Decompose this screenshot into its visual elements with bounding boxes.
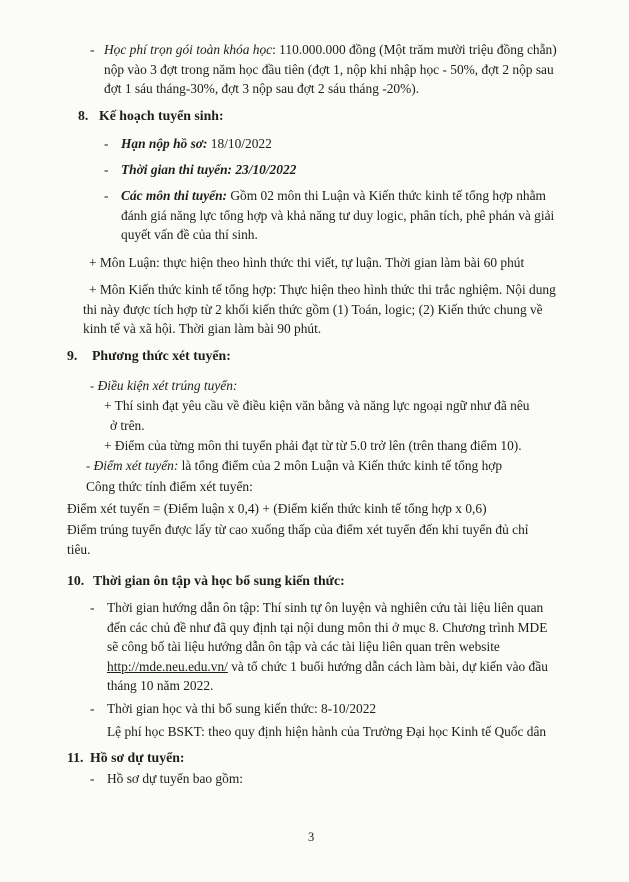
review-text: và tổ chức 1 buổi hướng dẫn cách làm bài, dự kiến vào đầu xyxy=(227,658,548,674)
section-10-title: Thời gian ôn tập và học bổ sung kiến thức: xyxy=(93,573,345,588)
subjects-paragraph xyxy=(121,186,591,245)
website-link[interactable]: http://mde.neu.edu.vn/ xyxy=(107,658,228,674)
condition-label: Điều kiện xét trúng tuyển xyxy=(97,378,233,393)
section-11-title: Hồ sơ dự tuyển: xyxy=(90,750,185,765)
tuition-line: đợt 1 sáu tháng-30%, đợt 3 nộp sau đợt 2 sáu tháng -20%). xyxy=(104,81,420,96)
essay-subject: + Môn Luận: thực hiện theo hình thức thi viết, tự luận. Thời gian làm bài 60 phút xyxy=(89,255,525,270)
condition-1 xyxy=(104,396,584,435)
section-10-number: 10. xyxy=(67,573,85,588)
tuition-line: nộp vào 3 đợt trong năm học đầu tiên (đợt 1, nộp khi nhập học - 50%, đợt 2 nộp sau xyxy=(104,61,554,77)
tuition-label: Học phí trọn gói toàn khóa học xyxy=(104,42,273,57)
review-line: sẽ công bố tài liệu hướng dẫn ôn tập và các tài liệu liên quan trên website xyxy=(107,639,500,654)
bullet-dash: - xyxy=(90,701,95,716)
subjects-line: quyết vấn đề của thí sinh. xyxy=(121,227,258,242)
subjects-text: Gồm 02 môn thi Luận và Kiến thức kinh tế tổng hợp nhằm xyxy=(227,188,546,203)
deadline-label: Hạn nộp hồ sơ: xyxy=(121,136,208,151)
bullet-dash: - xyxy=(104,188,109,203)
condition-2: + Điểm của từng môn thi tuyển phải đạt từ từ 5.0 trở lên (trên thang điểm 10). xyxy=(104,438,522,453)
bullet-dash: - xyxy=(90,600,95,615)
review-line: đến các chủ đề như đã quy định tại nội dung môn thi ở mục 8. Chương trình MDE xyxy=(107,619,548,635)
page-number: 3 xyxy=(308,830,315,844)
section-9-title: Phương thức xét tuyển: xyxy=(92,348,231,363)
ranking-paragraph xyxy=(67,520,587,559)
tuition-paragraph xyxy=(104,40,604,99)
condition-line: ở trên. xyxy=(110,417,145,433)
bullet-dash: - xyxy=(86,459,91,473)
review-line: tháng 10 năm 2022. xyxy=(107,678,214,693)
subjects-line: đánh giá năng lực tổng hợp và khả năng tư duy logic, phân tích, phê phán và giải xyxy=(121,207,555,223)
application-item: Hồ sơ dự tuyển bao gồm: xyxy=(107,771,243,786)
econ-line: thi này được tích hợp từ 2 khối kiến thức gồm (1) Toán, logic; (2) Kiến thức chung về xyxy=(83,301,543,317)
supplementary-fee: Lệ phí học BSKT: theo quy định hiện hành của Trường Đại học Kinh tế Quốc dân xyxy=(107,724,547,739)
score-label: Điểm xét tuyển: xyxy=(93,458,179,473)
review-paragraph xyxy=(107,598,587,696)
section-8-title: Kế hoạch tuyển sinh: xyxy=(99,108,224,123)
bullet-dash: - xyxy=(90,771,95,786)
condition-heading: - Điều kiện xét trúng tuyển: xyxy=(90,378,238,393)
ranking-line: Điểm trúng tuyển được lấy từ cao xuống thấp của điểm xét tuyển đến khi tuyển đủ chỉ xyxy=(67,522,529,537)
supplementary-time: Thời gian học và thi bổ sung kiến thức: 8-10/2022 xyxy=(107,701,377,716)
formula-label: Công thức tính điểm xét tuyển: xyxy=(86,479,253,494)
bullet-dash: - xyxy=(90,379,95,393)
score-definition xyxy=(86,456,502,477)
bullet-dash: - xyxy=(90,42,95,57)
section-8-number: 8. xyxy=(78,108,89,123)
econ-line: + Môn Kiến thức kinh tế tổng hợp: Thực hiện theo hình thức thi trắc nghiệm. Nội dung xyxy=(89,282,556,297)
deadline-item xyxy=(121,134,272,154)
section-11-number: 11. xyxy=(67,750,84,765)
deadline-value: 18/10/2022 xyxy=(207,136,272,151)
subjects-label: Các môn thi tuyển: xyxy=(121,188,228,203)
econ-line: kinh tế và xã hội. Thời gian làm bài 90 phút. xyxy=(83,321,322,336)
ranking-line: tiêu. xyxy=(67,541,91,557)
condition-line: + Thí sinh đạt yêu cầu về điều kiện văn bằng và năng lực ngoại ngữ như đã nêu xyxy=(104,398,530,413)
review-line: Thời gian hướng dẫn ôn tập: Thí sinh tự ôn luyện và nghiên cứu tài liệu liên quan xyxy=(107,600,544,615)
formula: Điểm xét tuyển = (Điểm luận x 0,4) + (Điểm kiến thức kinh tế tổng hợp x 0,6) xyxy=(67,501,487,516)
exam-time: Thời gian thi tuyển: 23/10/2022 xyxy=(121,162,297,177)
bullet-dash: - xyxy=(104,162,109,177)
econ-subject-paragraph xyxy=(83,280,589,339)
section-9-number: 9. xyxy=(67,348,78,363)
bullet-dash: - xyxy=(104,136,109,151)
tuition-amount: : 110.000.000 đồng (Một trăm mười triệu đồng chẵn) xyxy=(272,42,557,57)
score-text: là tổng điểm của 2 môn Luận và Kiến thức kinh tế tổng hợp xyxy=(178,458,503,473)
